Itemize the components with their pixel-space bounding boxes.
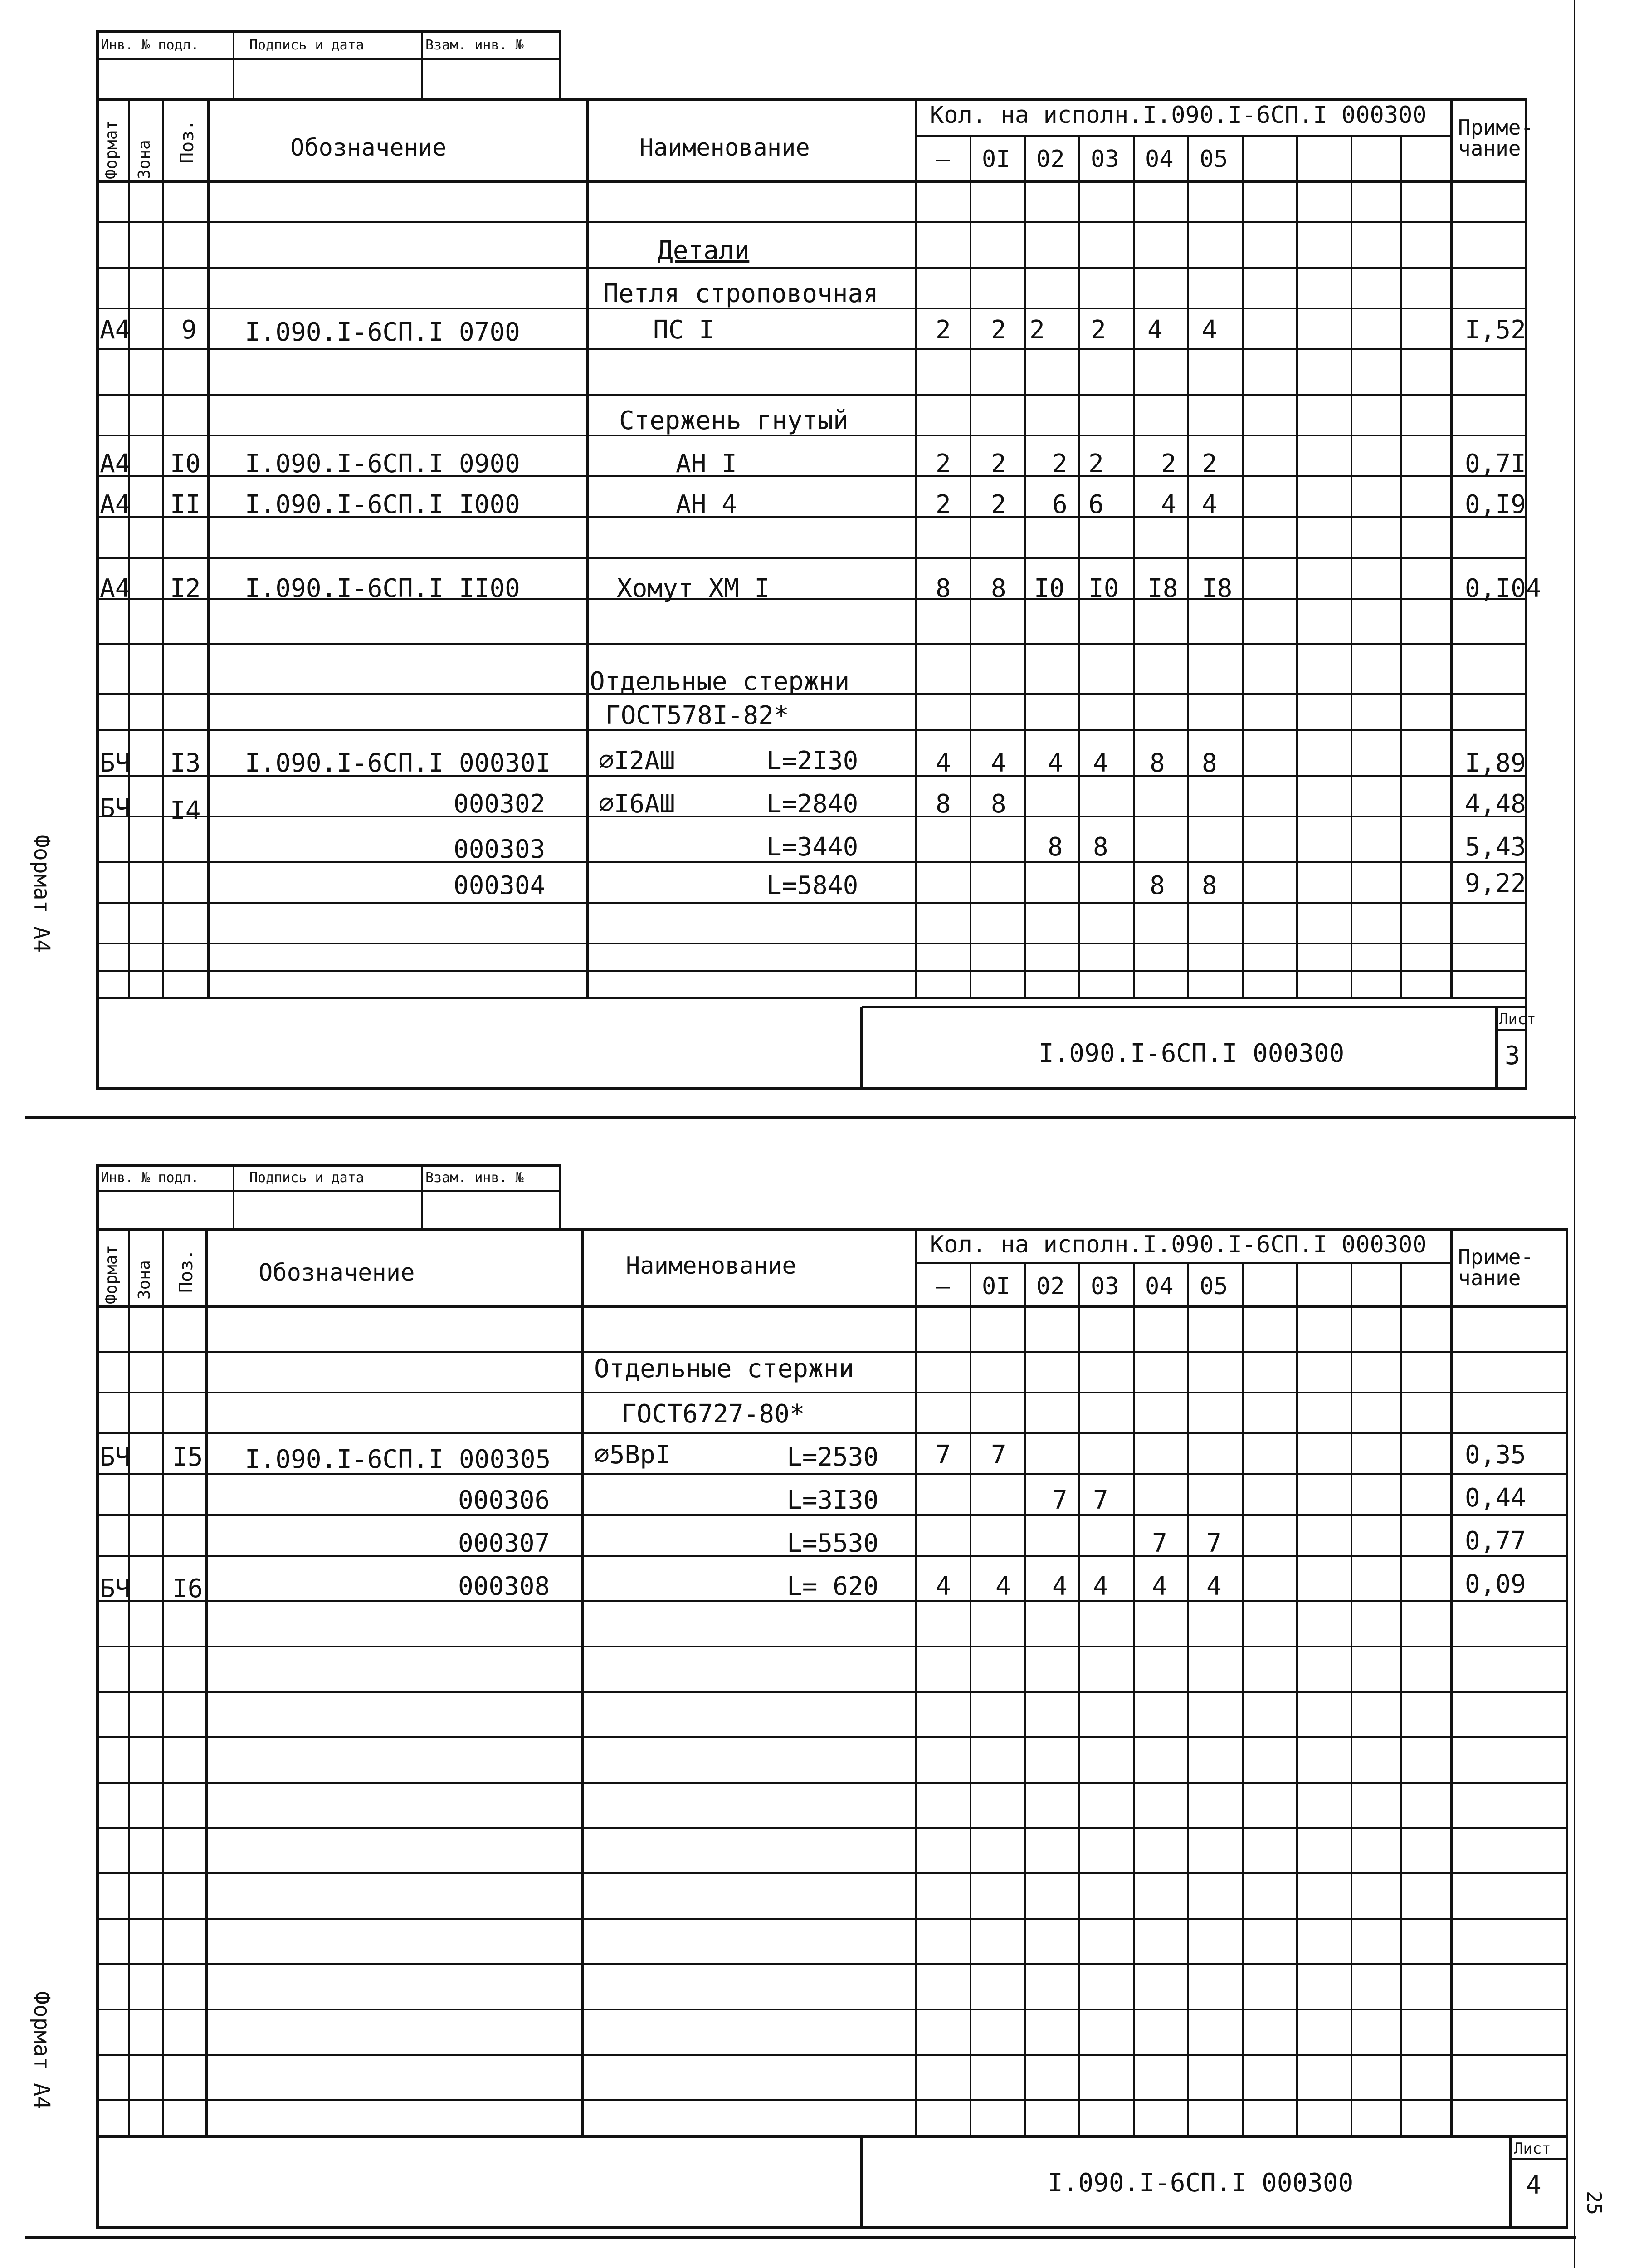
header-variant: 04 bbox=[1145, 1273, 1174, 1300]
cell-qty: 2 bbox=[1161, 449, 1176, 479]
cell-note: 4,48 bbox=[1465, 789, 1526, 819]
cell-name: АН 4 bbox=[676, 490, 737, 519]
cell-qty: 2 bbox=[1091, 315, 1106, 345]
cell-name: ⌀I6АШ bbox=[599, 789, 675, 819]
group-title: Отдельные стержни bbox=[594, 1354, 854, 1383]
cell-pos: I3 bbox=[170, 748, 201, 778]
cell-qty: 4 bbox=[1093, 1572, 1108, 1601]
stamp-signature-date: Подпись и дата bbox=[249, 1170, 364, 1186]
stamp-replace-inv: Взам. инв. № bbox=[425, 37, 524, 53]
cell-pos: I4 bbox=[170, 796, 201, 826]
cell-qty: 4 bbox=[1147, 315, 1163, 345]
cell-name: Хомут ХМ I bbox=[617, 574, 770, 603]
cell-qty: 7 bbox=[936, 1440, 951, 1470]
cell-qty: 4 bbox=[1161, 490, 1176, 519]
header-variant: – bbox=[936, 1273, 950, 1300]
cell-format: БЧ bbox=[100, 1442, 131, 1472]
cell-qty: 7 bbox=[1093, 1486, 1108, 1515]
sheet-label: Лист bbox=[1499, 1010, 1536, 1028]
cell-qty: 2 bbox=[1029, 315, 1045, 345]
cell-note: 0,I04 bbox=[1465, 574, 1541, 603]
stamp-inv-no: Инв. № подл. bbox=[101, 1170, 199, 1186]
doc-code: I.090.I-6СП.I 000300 bbox=[1048, 2168, 1354, 2198]
cell-pos: I0 bbox=[170, 449, 201, 479]
cell-qty: 2 bbox=[1088, 449, 1104, 479]
sheet-number: 4 bbox=[1526, 2170, 1541, 2200]
cell-qty: 2 bbox=[991, 490, 1006, 519]
header-zone: Зона bbox=[135, 1260, 154, 1300]
cell-qty: I8 bbox=[1202, 574, 1233, 603]
cell-note: 0,35 bbox=[1465, 1440, 1526, 1470]
cell-designation: I.090.I-6СП.I I000 bbox=[245, 490, 520, 519]
cell-format: А4 bbox=[100, 315, 131, 345]
cell-qty: 4 bbox=[1202, 490, 1217, 519]
cell-qty: 2 bbox=[1202, 449, 1217, 479]
cell-qty: 2 bbox=[991, 449, 1006, 479]
header-pos: Поз. bbox=[176, 1249, 197, 1293]
cell-qty: 2 bbox=[936, 449, 951, 479]
cell-note: 0,44 bbox=[1465, 1483, 1526, 1513]
cell-qty: 8 bbox=[1093, 832, 1108, 862]
sheet-label: Лист bbox=[1514, 2140, 1551, 2158]
header-qty-group: Кол. на исполн.I.090.I-6СП.I 000300 bbox=[930, 102, 1427, 129]
group-standard: ГОСТ6727-80* bbox=[621, 1399, 805, 1429]
cell-length: L=2530 bbox=[787, 1442, 879, 1472]
header-format: Формат bbox=[102, 1245, 121, 1304]
header-variant: 04 bbox=[1145, 146, 1174, 173]
cell-length: L=5840 bbox=[766, 871, 858, 900]
cell-qty: 8 bbox=[1202, 871, 1217, 900]
cell-designation: I.090.I-6СП.I 00030I bbox=[245, 748, 551, 778]
cell-note: 0,77 bbox=[1465, 1526, 1526, 1556]
cell-qty: 8 bbox=[1048, 832, 1063, 862]
cell-note: 5,43 bbox=[1465, 832, 1526, 862]
header-variant: 05 bbox=[1200, 1273, 1228, 1300]
cell-format: А4 bbox=[100, 449, 131, 479]
cell-format: А4 bbox=[100, 574, 131, 603]
doc-code: I.090.I-6СП.I 000300 bbox=[1039, 1039, 1345, 1068]
cell-length: L=5530 bbox=[787, 1529, 879, 1558]
cell-note: 9,22 bbox=[1465, 869, 1526, 898]
header-format: Формат bbox=[102, 120, 121, 179]
cell-note: 0,I9 bbox=[1465, 490, 1526, 519]
cell-name: ⌀5ВрI bbox=[594, 1440, 671, 1470]
cell-qty: 4 bbox=[1048, 748, 1063, 778]
cell-designation: 000304 bbox=[454, 871, 546, 900]
cell-qty: I0 bbox=[1034, 574, 1065, 603]
cell-pos: I2 bbox=[170, 574, 201, 603]
header-variant: 02 bbox=[1036, 146, 1065, 173]
cell-qty: 8 bbox=[991, 789, 1006, 819]
cell-qty: 6 bbox=[1052, 490, 1068, 519]
cell-length: L=3440 bbox=[766, 832, 858, 862]
header-variant: 0I bbox=[982, 146, 1010, 173]
cell-qty: 7 bbox=[1152, 1529, 1167, 1558]
header-variant: – bbox=[936, 146, 950, 173]
cell-qty: 4 bbox=[936, 748, 951, 778]
group-title: Стержень гнутый bbox=[619, 406, 849, 435]
cell-qty: 7 bbox=[1052, 1486, 1068, 1515]
cell-designation: I.090.I-6СП.I 000305 bbox=[245, 1445, 551, 1474]
cell-length: L= 620 bbox=[787, 1572, 879, 1601]
stamp-replace-inv: Взам. инв. № bbox=[425, 1170, 524, 1186]
group-title: Отдельные стержни bbox=[590, 667, 850, 696]
cell-format: БЧ bbox=[100, 748, 131, 778]
cell-qty: 8 bbox=[1150, 871, 1165, 900]
cell-pos: 9 bbox=[181, 315, 197, 345]
side-format-label: Формат А4 bbox=[29, 835, 54, 953]
cell-qty: 2 bbox=[936, 490, 951, 519]
spec-sheet-3 bbox=[0, 0, 1634, 1107]
cell-pos: I5 bbox=[172, 1442, 203, 1472]
cell-qty: 8 bbox=[936, 574, 951, 603]
group-standard: ГОСТ578I-82* bbox=[605, 701, 789, 730]
header-variant: 03 bbox=[1091, 146, 1119, 173]
cell-qty: 4 bbox=[1202, 315, 1217, 345]
cell-designation: 000302 bbox=[454, 789, 546, 819]
stamp-signature-date: Подпись и дата bbox=[249, 37, 364, 53]
cell-length: L=2I30 bbox=[766, 746, 858, 776]
cell-qty: 4 bbox=[991, 748, 1006, 778]
cell-note: I,89 bbox=[1465, 748, 1526, 778]
cell-qty: 8 bbox=[991, 574, 1006, 603]
cell-name: ⌀I2АШ bbox=[599, 746, 675, 776]
cell-designation: I.090.I-6СП.I II00 bbox=[245, 574, 520, 603]
header-variant: 05 bbox=[1200, 146, 1228, 173]
header-designation: Обозначение bbox=[290, 134, 447, 161]
cell-qty: 4 bbox=[1093, 748, 1108, 778]
cell-pos: I6 bbox=[172, 1574, 203, 1603]
cell-designation: 000303 bbox=[454, 835, 546, 864]
header-zone: Зона bbox=[135, 140, 154, 179]
cell-qty: I8 bbox=[1147, 574, 1178, 603]
cell-qty: 8 bbox=[1202, 748, 1217, 778]
cell-qty: 4 bbox=[1052, 1572, 1068, 1601]
header-pos: Поз. bbox=[177, 119, 198, 163]
cell-format: БЧ bbox=[100, 794, 131, 823]
header-name: Наименование bbox=[639, 134, 810, 161]
cell-format: А4 bbox=[100, 490, 131, 519]
header-qty-group: Кол. на исполн.I.090.I-6СП.I 000300 bbox=[930, 1231, 1427, 1258]
spec-sheet-4 bbox=[0, 1125, 1634, 2268]
sheet-number: 3 bbox=[1505, 1041, 1520, 1070]
bottom-rule bbox=[25, 2236, 1576, 2239]
cell-format: БЧ bbox=[100, 1574, 131, 1603]
cell-qty: 7 bbox=[991, 1440, 1006, 1470]
header-note: Приме- чание bbox=[1458, 115, 1534, 161]
cell-qty: I0 bbox=[1088, 574, 1119, 603]
cell-qty: 2 bbox=[991, 315, 1006, 345]
section-title: Детали bbox=[658, 236, 750, 265]
stamp-inv-no: Инв. № подл. bbox=[101, 37, 199, 53]
cell-pos: II bbox=[170, 490, 201, 519]
cell-length: L=3I30 bbox=[787, 1486, 879, 1515]
cell-note: I,52 bbox=[1465, 315, 1526, 345]
header-name: Наименование bbox=[626, 1252, 796, 1280]
group-title: Петля строповочная bbox=[603, 279, 878, 308]
corner-page-number: 25 bbox=[1582, 2191, 1605, 2215]
cell-length: L=2840 bbox=[766, 789, 858, 819]
cell-qty: 7 bbox=[1206, 1529, 1222, 1558]
sheet-divider bbox=[25, 1116, 1576, 1119]
cell-qty: 6 bbox=[1088, 490, 1104, 519]
cell-name: ПС I bbox=[653, 315, 714, 345]
cell-qty: 2 bbox=[1052, 449, 1068, 479]
header-variant: 0I bbox=[982, 1273, 1010, 1300]
cell-qty: 4 bbox=[995, 1572, 1011, 1601]
header-note: Приме- чание bbox=[1458, 1245, 1534, 1290]
header-designation: Обозначение bbox=[259, 1259, 415, 1286]
sheet-4-grid bbox=[0, 1125, 1634, 2268]
cell-designation: 000308 bbox=[458, 1572, 550, 1601]
sheet-3-grid bbox=[0, 0, 1634, 1107]
cell-qty: 4 bbox=[1206, 1572, 1222, 1601]
cell-designation: I.090.I-6СП.I 0900 bbox=[245, 449, 520, 479]
cell-qty: 8 bbox=[936, 789, 951, 819]
cell-qty: 2 bbox=[936, 315, 951, 345]
cell-designation: 000307 bbox=[458, 1529, 550, 1558]
cell-note: 0,7I bbox=[1465, 449, 1526, 479]
side-format-label: Формат А4 bbox=[29, 1991, 54, 2110]
cell-note: 0,09 bbox=[1465, 1569, 1526, 1599]
cell-qty: 4 bbox=[936, 1572, 951, 1601]
cell-qty: 4 bbox=[1152, 1572, 1167, 1601]
cell-designation: I.090.I-6СП.I 0700 bbox=[245, 318, 520, 347]
cell-name: АН I bbox=[676, 449, 737, 479]
cell-designation: 000306 bbox=[458, 1486, 550, 1515]
header-variant: 02 bbox=[1036, 1273, 1065, 1300]
cell-qty: 8 bbox=[1150, 748, 1165, 778]
header-variant: 03 bbox=[1091, 1273, 1119, 1300]
